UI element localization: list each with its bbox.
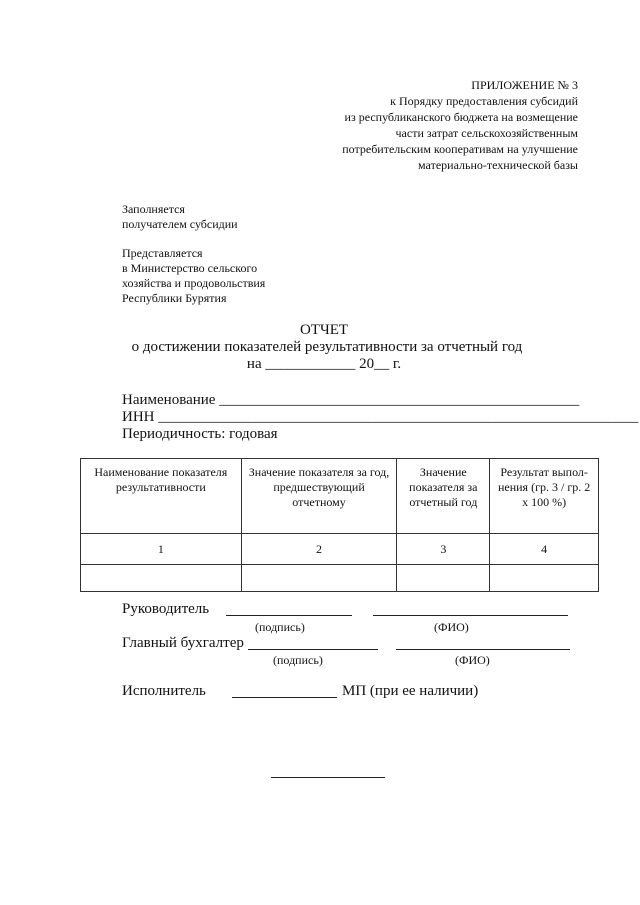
title-line-2: о достижении показателей результативности за отчетный год xyxy=(131,339,523,355)
appendix-line: к Порядку предоставления субсидий xyxy=(390,94,578,108)
executor-label: Исполнитель xyxy=(122,683,206,699)
appendix-line: потребительским кооперативам на улучшение xyxy=(342,142,578,156)
submitted-to-line: хозяйства и продовольствия xyxy=(122,276,266,290)
indicators-table xyxy=(80,458,599,592)
signature-caption: (подпись) xyxy=(255,620,305,634)
head-label: Руководитель xyxy=(122,601,210,617)
submitted-to-line: в Министерство сельского xyxy=(122,261,258,275)
header-cell: Значение показателя за отчетный год xyxy=(397,459,490,534)
filled-by-note xyxy=(122,202,238,232)
accountant-fio-line[interactable] xyxy=(396,649,570,650)
column-number: 4 xyxy=(490,534,599,565)
executor-line[interactable] xyxy=(232,697,337,698)
table-cell[interactable] xyxy=(81,565,242,592)
appendix-line: материально-технической базы xyxy=(418,158,578,172)
table-cell[interactable] xyxy=(241,565,397,592)
appendix-line: ПРИЛОЖЕНИЕ № 3 xyxy=(471,78,578,92)
submitted-to-line: Представляется xyxy=(122,246,203,260)
name-field: Наименование ________________________________________________ xyxy=(122,392,580,408)
table-cell[interactable] xyxy=(490,565,599,592)
filled-by-line: получателем субсидии xyxy=(122,217,238,231)
header-cell: Значение показателя за год, предшествующий отчетному xyxy=(241,459,397,534)
fio-caption: (ФИО) xyxy=(455,653,490,667)
stamp-note: МП (при ее наличии) xyxy=(342,683,479,699)
head-signature-line[interactable] xyxy=(226,615,352,616)
filled-by-line: Заполняется xyxy=(122,202,185,216)
appendix-line: из республиканского бюджета на возмещение xyxy=(344,110,578,124)
head-fio-line[interactable] xyxy=(373,615,568,616)
report-title xyxy=(0,322,640,373)
table-header-row xyxy=(81,459,599,534)
appendix-line: части затрат сельскохозяйственным xyxy=(395,126,578,140)
table-row xyxy=(81,565,599,592)
title-line-1: ОТЧЕТ xyxy=(299,322,349,338)
appendix-header xyxy=(258,77,578,173)
column-number: 3 xyxy=(397,534,490,565)
title-line-3: на ____________ 20__ г. xyxy=(246,356,402,372)
accountant-signature-line[interactable] xyxy=(248,649,378,650)
table-row xyxy=(81,534,599,565)
org-fields xyxy=(122,392,638,443)
table-cell[interactable] xyxy=(397,565,490,592)
accountant-label: Главный бухгалтер xyxy=(122,635,244,651)
submitted-to-note xyxy=(122,246,265,306)
signature-caption: (подпись) xyxy=(273,653,323,667)
inn-field: ИНН ________________________________________________________________ xyxy=(122,409,639,425)
column-number: 1 xyxy=(81,534,242,565)
column-number: 2 xyxy=(241,534,397,565)
periodicity-field: Периодичность: годовая xyxy=(122,426,278,442)
fio-caption: (ФИО) xyxy=(434,620,469,634)
submitted-to-line: Республики Бурятия xyxy=(122,291,227,305)
header-cell: Наименование показателя результативности xyxy=(81,459,242,534)
bottom-line xyxy=(271,777,385,778)
header-cell: Результат выпол-нения (гр. 3 / гр. 2 х 100 %) xyxy=(490,459,599,534)
